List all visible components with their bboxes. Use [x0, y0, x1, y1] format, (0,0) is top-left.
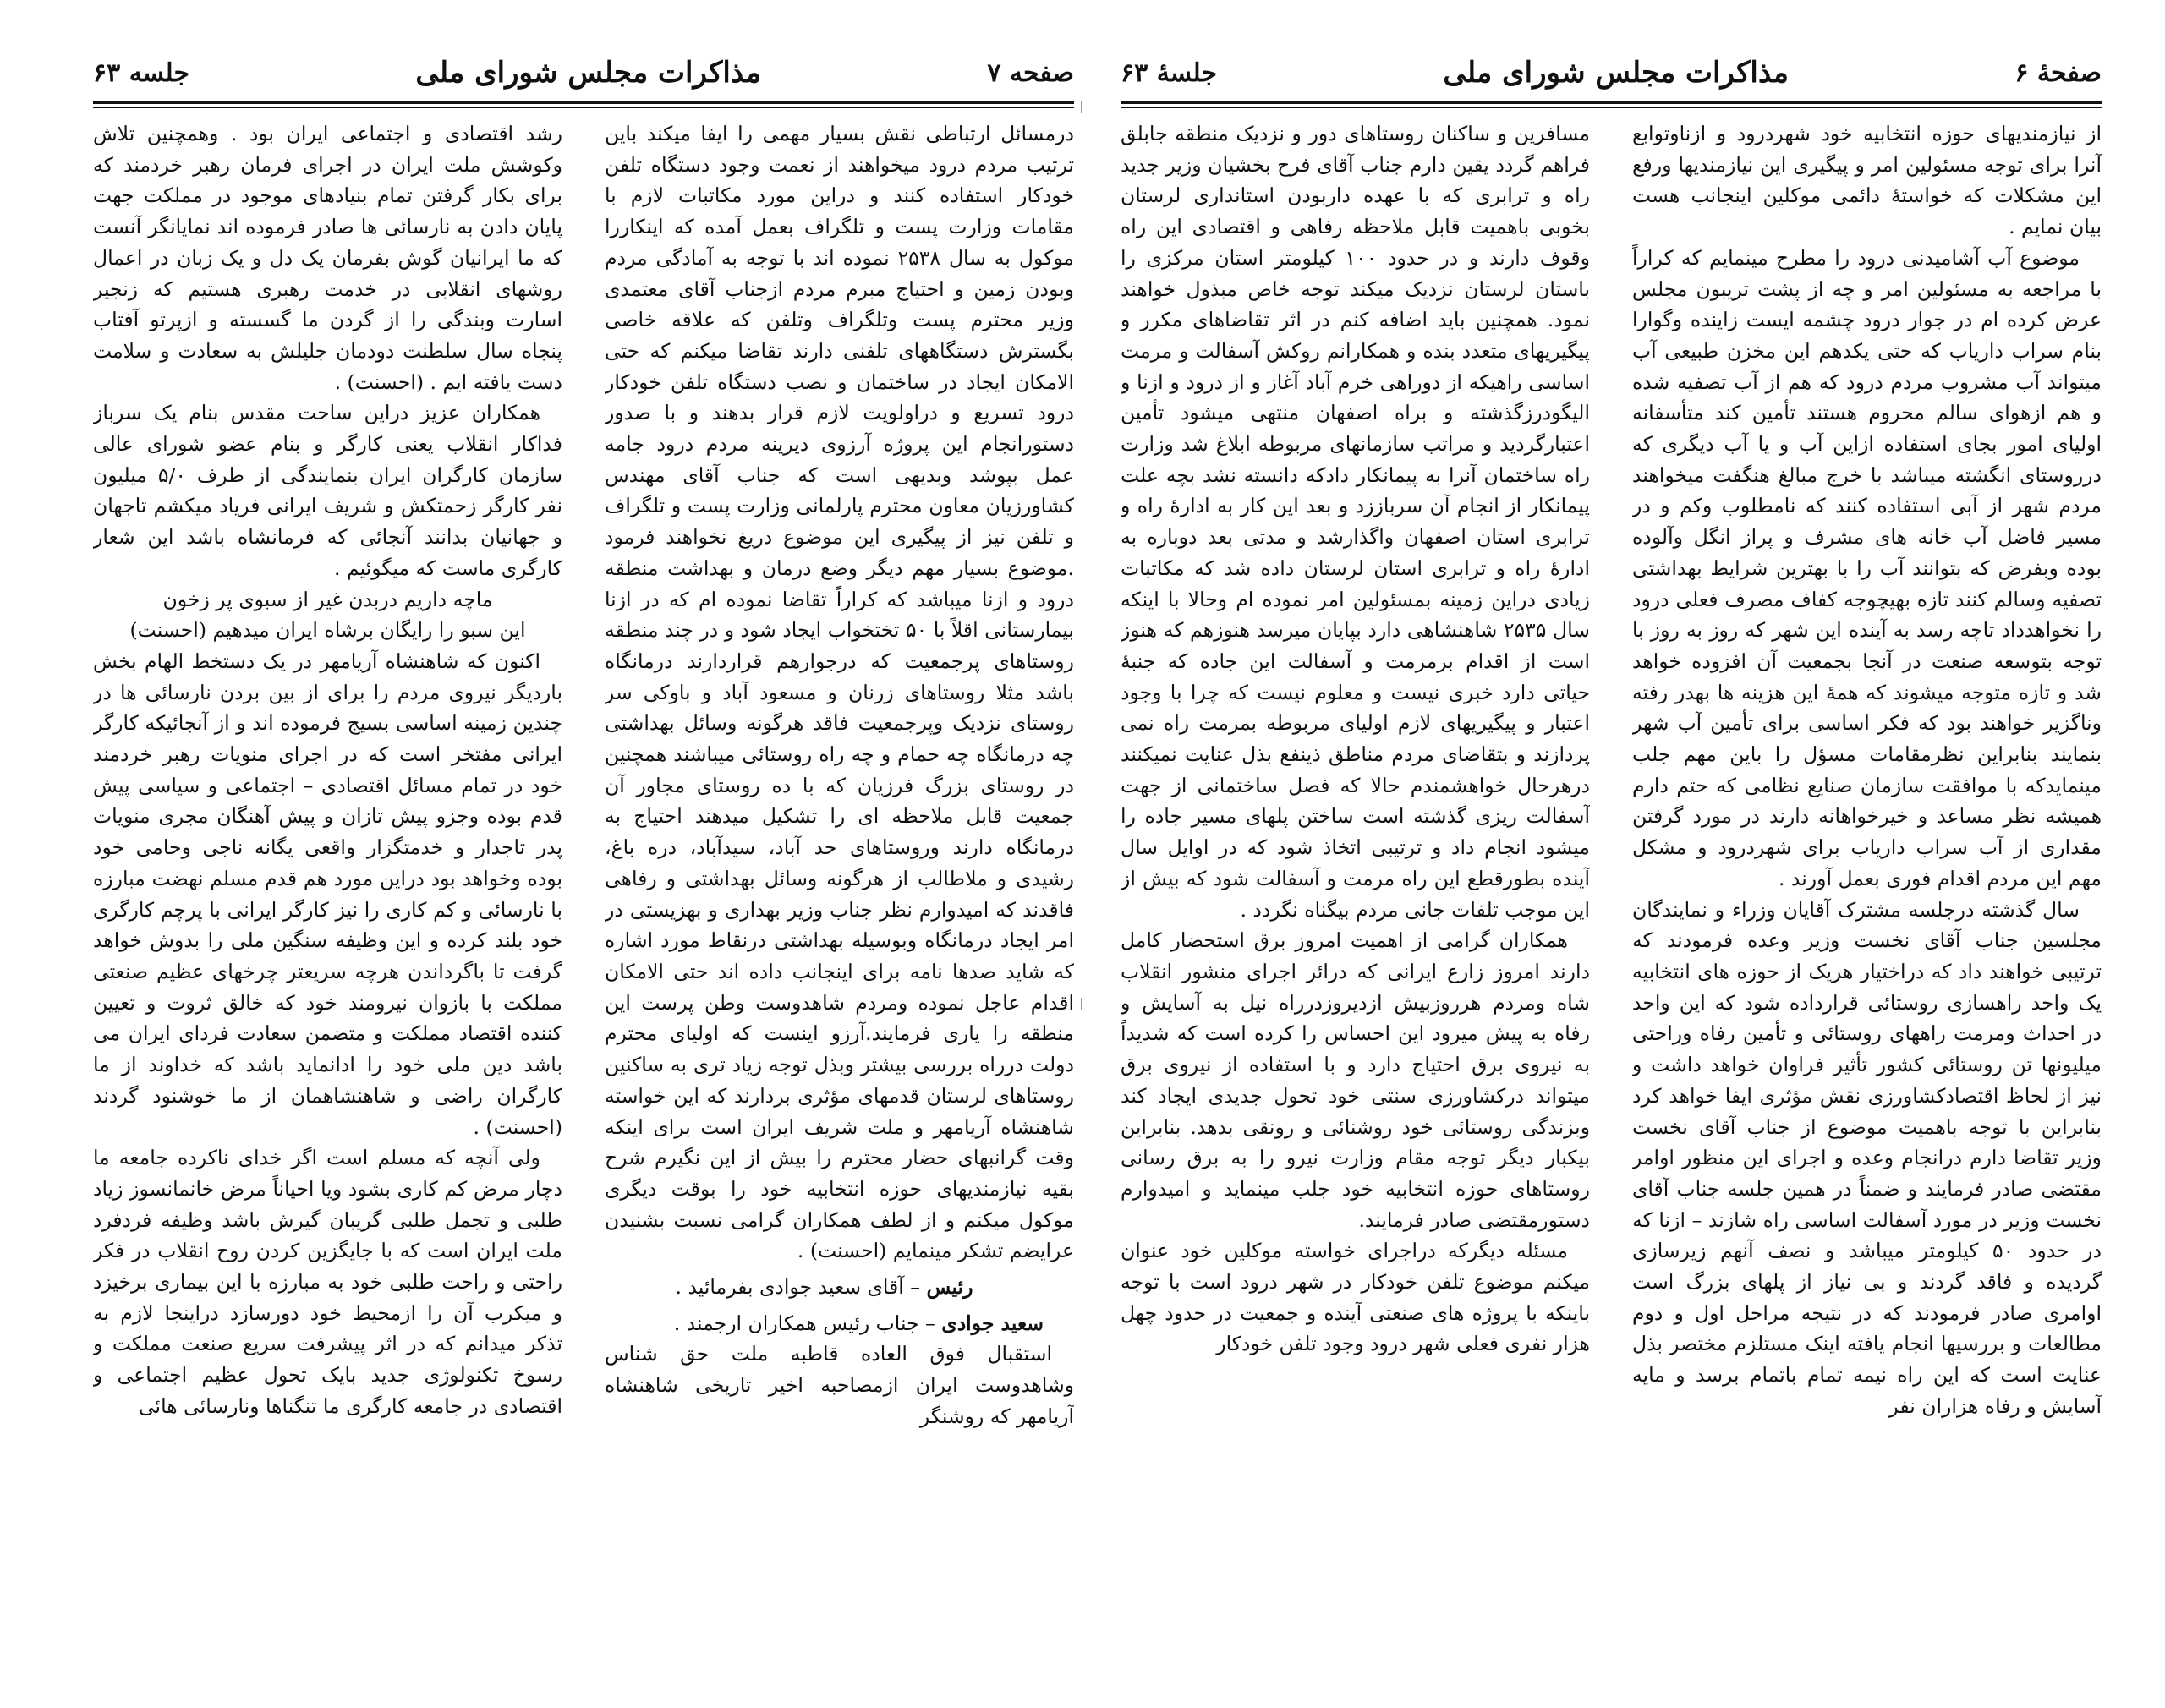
- paragraph: همکاران گرامی از اهمیت امروز برق استحضار کامل دارند امروز زارع ایرانی که درائر اجرای منشور انقلاب شاه ومردم هرروزبیش ازدیروزدرراه نیل به آسایش و رفاه به پیش میرود این احساس را کرده است که شدیداً به نیروی برق احتیاج دارد و با استفاده از نیروی برق میتواند درکشاورزی سنتی خود تحول جدیدی ایجاد کند وبزندگی روستائی خود روشنائی و رونقی بدهد. بنابراین بیکبار دیگر توجه مقام وزارت نیرو را به برق رسانی روستاهای حوزه انتخابیه خود جلب مینماید و امیدوارم دستورمقتضی صادر فرمایند.: [1121, 928, 1590, 1232]
- speaker-name: سعید جوادی: [941, 1311, 1044, 1335]
- header-rule: [1121, 101, 2102, 104]
- left-page-header: [93, 51, 1074, 95]
- left-page-columns: [93, 118, 1074, 1674]
- paragraph: درمسائل ارتباطی نقش بسیار مهمی را ایفا میکند باین ترتیب مردم درود میخواهند از نعمت وجود دستگاه تلفن خودکار استفاده کنند و دراین مورد مکاتبات لازم با مقامات وزارت پست و تلگراف بعمل آمده که اینکاررا موکول به سال ۲۵۳۸ نموده اند با توجه به آمادگی مردم وبودن زمین و احتیاج مبرم مردم ازجناب آقای معتمدی وزیر محترم پست وتلگراف وتلفن که علاقه خاصی بگسترش دستگاههای تلفنی دارند تقاضا میکنم که حتی الامکان ایجاد در ساختمان و نصب دستگاه تلفن خودکار درود تسریع و دراولویت لازم قرار بدهند و با صدور دستورانجام این پروژه آرزوی دیرینه مردم درود جامه عمل بپوشد وبدیهی است که جناب آقای مهندس کشاورزیان معاون محترم پارلمانی وزارت پست و تلگراف و تلفن نیز از پیگیری این موضوع دریغ نخواهند فرمود .موضوع بسیار مهم دیگر وضع درمان و بهداشت منطقه درود و ازنا میباشد که کراراً تقاضا نموده ام که در ازنا بیمارستانی اقلاً با ۵۰ تختخواب ایجاد شود و در چند منطقه روستاهای پرجمعیت که درجوارهم قراردارند درمانگاه باشد مثلا روستاهای زرنان و مسعود آباد و باوکی سر روستای نزدیک وپرجمعیت فاقد هرگونه وسائل بهداشتی چه درمانگاه چه حمام و چه راه روستائی میباشند همچنین در روستای بزرگ فرزیان که با ده روستای مجاور آن جمعیت قابل ملاحظه ای را تشکیل میدهند احتیاج به درمانگاه دارند وروستاهای حد آباد، سیدآباد، دره باغ، رشیدی و ملاطالب از هرگونه وسائل بهداشتی و رفاهی فاقدند که امیدوارم نظر جناب وزیر بهداری و بهزیستی در امر ایجاد درمانگاه وبوسیله بهداشتی درنقاط مورد اشاره که شاید صدها نامه برای اینجانب داده اند حتی الامکان اقدام عاجل نموده ومردم شاهدوست وطن پرست این منطقه را یاری فرمایند.آرزو اینست که اولیای محترم دولت درراه بررسی بیشتر وبذل توجه زیاد تری به ساکنین روستاهای لرستان قدمهای مؤثری بردارند که این خواسته شاهنشاه آریامهر و ملت شریف ایران است برای اینکه وقت گرانبهای حضار محترم را بیش از این نگیرم شرح بقیه نیازمندیهای حوزه انتخابیه خود را بوقت دیگری موکول میکنم و از لطف همکاران گرامی نسبت بشنیدن عرایضم تشکر مینمایم (احسنت) .: [605, 122, 1074, 1263]
- speaker-text: – آقای سعید جوادی بفرمائید .: [675, 1275, 921, 1300]
- right-page-number: صفحهٔ ۶: [2014, 57, 2102, 88]
- right-page-columns: [1121, 118, 2102, 1674]
- speaker-text: – جناب رئیس همکاران ارجمند .: [673, 1311, 935, 1335]
- left-page-title: مذاکرات مجلس شورای ملی: [415, 56, 761, 90]
- right-page: [1121, 51, 2102, 1674]
- gutter-mark: [1081, 101, 1082, 113]
- header-rule-thin: [1121, 107, 2102, 108]
- paragraph: ولی آنچه که مسلم است اگر خدای ناکرده جامعه ما دچار مرض کم کاری بشود ویا احیاناً مرض خانمانسوز زیاد طلبی و تجمل طلبی گریبان گیرش باشد وظیفه فردفرد ملت ایران است که با جایگزین کردن روح انقلاب در فکر راحتی و راحت طلبی خود به مبارزه با این بیماری برخیزد و میکرب آن را ازمحیط خود دورسازد دراینجا لازم به تذکر میدانم که در اثر پیشرفت سریع صنعت مملکت و رسوخ تکنولوژی جدید بایک تحول عظیم اجتماعی و اقتصادی در جامعه کارگری ما تنگناها ونارسائی هائی: [93, 1146, 562, 1418]
- right-page-inner-column: [1121, 118, 1590, 1674]
- speaker-name: رئیس: [926, 1275, 973, 1300]
- left-page-outer-column: [93, 118, 562, 1674]
- right-page-session: جلسهٔ ۶۳: [1121, 57, 1218, 88]
- right-page-title: مذاکرات مجلس شورای ملی: [1443, 56, 1789, 90]
- header-rule: [93, 101, 1074, 104]
- speaker-line: [605, 1308, 1074, 1339]
- right-page-outer-column: [1632, 118, 2102, 1674]
- verse-line: ماچه داریم دربدن غیر از سبوی پر زخون: [162, 587, 493, 611]
- left-page: [93, 51, 1074, 1674]
- paragraph: مسئله دیگرکه دراجرای خواسته موکلین خود عنوان میکنم موضوع تلفن خودکار در شهر درود است با توجه باینکه با پروژه های صنعتی آینده و جمعیت در حدود چهل هزار نفری فعلی شهر درود وجود تلفن خودکار: [1121, 1239, 1590, 1356]
- paragraph: رشد اقتصادی و اجتماعی ایران بود . وهمچنین تلاش وکوشش ملت ایران در اجرای فرمان رهبر خردمند که برای بکار گرفتن تمام بنیادهای موجود در مملکت جهت پایان دادن به نارسائی ها صادر فرموده اند نمایانگر آنست که ما ایرانیان گوش بفرمان یک دل و یک زبان در اعمال روشهای انقلابی در خدمت رهبری هستیم که زنجیر اسارت وبندگی را از گردن ما گسسته و ازپرتو آفتاب پنجاه سال سلطنت دودمان جلیلش به سعادت و سلامت دست یافته ایم . (احسنت) .: [93, 122, 562, 394]
- right-page-header: [1121, 51, 2102, 95]
- left-page-session: جلسه ۶۳: [93, 57, 190, 88]
- paragraph: مسافرین و ساکنان روستاهای دور و نزدیک منطقه جابلق فراهم گردد یقین دارم جناب آقای فرح بخشیان وزیر جدید راه و ترابری که با عهده داربودن استانداری لرستان بخوبی باهمیت قابل ملاحظه رفاهی و اقتصادی این راه وقوف دارند و در حدود ۱۰۰ کیلومتر استان مرکزی را باستان لرستان نزدیک میکند توجه خاص مبذول خواهند نمود. همچنین باید اضافه کنم در اثر تقاضاهای مکرر و پیگیریهای متعدد بنده و همکارانم روکش آسفالت و مرمت اساسی راهیکه از دوراهی خرم آباد آغاز و از درود و ازنا و الیگودرزگذشته و براه اصفهان منتهی میشود تأمین اعتبارگردید و مراتب سازمانهای مربوطه ابلاغ شد وزارت راه ساختمان آنرا به پیمانکار دادکه دانسته نشد بچه علت پیمانکار از انجام آن سرباززد و بعد این کار به ادارهٔ راه و ترابری استان اصفهان واگذارشد و مدتی بعد دوباره به ادارهٔ راه و ترابری استان لرستان داده شد که مکاتبات زیادی دراین زمینه بمسئولین امر نموده ام وحالا با اینکه سال ۲۵۳۵ شاهنشاهی دارد بپایان میرسد هنوزهم که هنوز است از اقدام برمرمت و آسفالت این جاده که جنبهٔ حیاتی دارد خبری نیست و معلوم نیست که چرا با وجود اعتبار و پیگیریهای لازم اولیای مربوطه بمرمت راه نمی پردازند و بتقاضای مردم مناطق ذینفع بذل عنایت نمیکنند درهرحال خواهشمندم حالا که فصل ساختمانی از جهت آسفالت ریزی گذشته است ساختن پلهای مسیر جاده را میشود انجام داد و ترتیبی اتخاذ شود که در اوایل سال آینده بطورقطع این راه مرمت و آسفالت شود که بیش از این موجب تلفات جانی مردم بیگناه نگردد .: [1121, 122, 1590, 922]
- left-page-number: صفحه ۷: [987, 57, 1074, 88]
- paragraph: همکاران عزیز دراین ساحت مقدس بنام یک سرباز فداکار انقلاب یعنی کارگر و بنام عضو شورای عالی سازمان کارگران ایران بنمایندگی از طرف ۵/۰ میلیون نفر کارگر زحمتکش و شریف ایرانی فریاد میکشم تاجهان و جهانیان بدانند آنجائی که فرمانشاه باشد این شعار کارگری ماست که میگوئیم .: [93, 401, 562, 580]
- paragraph: موضوع آب آشامیدنی درود را مطرح مینمایم که کراراً با مراجعه به مسئولین امر و چه از پشت تریبون مجلس عرض کرده ام در جوار درود چشمه ایست زاینده وگوارا بنام سراب داریاب که حتی یکدهم این مخزن طبیعی آب میتواند آب مشروب مردم درود که هم از آب تصفیه شده و هم ازهوای سالم محروم هستند تأمین کند متأسفانه اولیای امور بجای استفاده ازاین آب و یا آب دیگری که درروستای انگشته میباشد با خرج مبالغ هنگفت میخواهند مردم شهر از آبی استفاده کنند که نامطلوب وکم و در مسیر فاضل آب خانه های مشرف و پراز انگل وآلوده بوده وبفرض که بتوانند آب را با بهترین شرایط بهداشتی تصفیه وسالم کنند تازه بهیچوجه کفاف مصرف فعلی درود را نخواهدداد تاچه رسد به آینده این شهر که روز به روز با توجه بتوسعه صنعت در آنجا بجمعیت آن افزوده خواهد شد و تازه متوجه میشوند که همهٔ این هزینه ها بهدر رفته وناگزیر خواهند بود که فکر اساسی برای تأمین آب شهر بنمایند بنابراین نظرمقامات مسؤل را باین مهم جلب مینمایدکه با موافقت سازمان صنایع نظامی که حتم دارم همیشه نظر مساعد و خیرخواهانه دارند در مورد گرفتن مقداری از آب سراب داریاب برای شهردرود و مشکل مهم این مردم اقدام فوری بعمل آورند .: [1632, 245, 2102, 890]
- paragraph: از نیازمندیهای حوزه انتخابیه خود شهردرود و ازناوتوابع آنرا برای توجه مسئولین امر و پیگیری این نیازمندیها ورفع این مشکلات که خواستهٔ دائمی موکلین اینجانب هست بیان نمایم .: [1632, 122, 2102, 239]
- paragraph: اکنون که شاهنشاه آریامهر در یک دستخط الهام بخش باردیگر نیروی مردم را برای از بین بردن نارسائی ها در چندین زمینه اساسی بسیج فرموده اند و از آنجائیکه کارگر ایرانی مفتخر است که در اجرای منویات رهبر خردمند خود در تمام مسائل اقتصادی – اجتماعی و سیاسی پیش قدم بوده وجزو پیش تازان و پیش آهنگان مجری منویات پدر تاجدار و خدمتگزار واقعی یگانه ناجی وحامی خود بوده وخواهد بود دراین مورد هم قدم مسلم نهضت مبارزه با نارسائی و کم کاری را نیز کارگر ایرانی با پرچم کارگری خود بلند کرده و این وظیفه سنگین ملی را بدوش خواهد گرفت تا باگرداندن هرچه سریعتر چرخهای عظیم صنعتی مملکت با بازوان نیرومند خود که خالق ثروت و تعیین کننده اقتصاد مملکت و متضمن سعادت فردای ایران می باشد دین ملی خود را ادانماید باشد که خداوند از ما کارگران راضی و شاهنشاهمان از ما خوشنود گردند (احسنت) .: [93, 649, 562, 1139]
- left-page-inner-column: [605, 118, 1074, 1674]
- paragraph: استقبال فوق العاده قاطبه ملت حق شناس وشاهدوست ایران ازمصاحبه اخیر تاریخی شاهنشاه آریامهر که روشنگر: [605, 1342, 1074, 1428]
- chair-line: [605, 1272, 1074, 1303]
- header-rule-thin: [93, 107, 1074, 108]
- gutter-mark: [1081, 998, 1082, 1010]
- paragraph: سال گذشته درجلسه مشترک آقایان وزراء و نمایندگان مجلسین جناب آقای نخست وزیر وعده فرمودند که ترتیبی خواهند داد که دراختیار هریک از حوزه های انتخابیه یک واحد راهسازی روستائی قرارداده شود که این واحد در احداث ومرمت راههای روستائی و تأمین رفاه وراحتی میلیونها تن روستائی کشور تأثیر فراوان خواهد داشت و نیز از لحاظ اقتصادکشاورزی نقش مؤثری ایفا خواهد کرد بنابراین با توجه باهمیت موضوع از جناب آقای نخست وزیر تقاضا دارم درانجام وعده و اجرای این منظور اوامر مقتضی صادر فرمایند و ضمناً در همین جلسه جناب آقای نخست وزیر در مورد آسفالت اساسی راه شازند – ازنا که در حدود ۵۰ کیلومتر میباشد و نصف آنهم زیرسازی گردیده و فاقد گردند و بی نیاز از پلهای بزرگ است اوامری صادر فرمودند که در نتیجه مراحل اول و دوم مطالعات و بررسیها انجام یافته اینک مستلزم مختصر بذل عنایت است که این راه نیمه تمام باتمام برسد و مایه آسایش و رفاه هزاران نفر: [1632, 897, 2102, 1418]
- verse-line: این سبو را رایگان برشاه ایران میدهیم (احسنت): [129, 618, 526, 643]
